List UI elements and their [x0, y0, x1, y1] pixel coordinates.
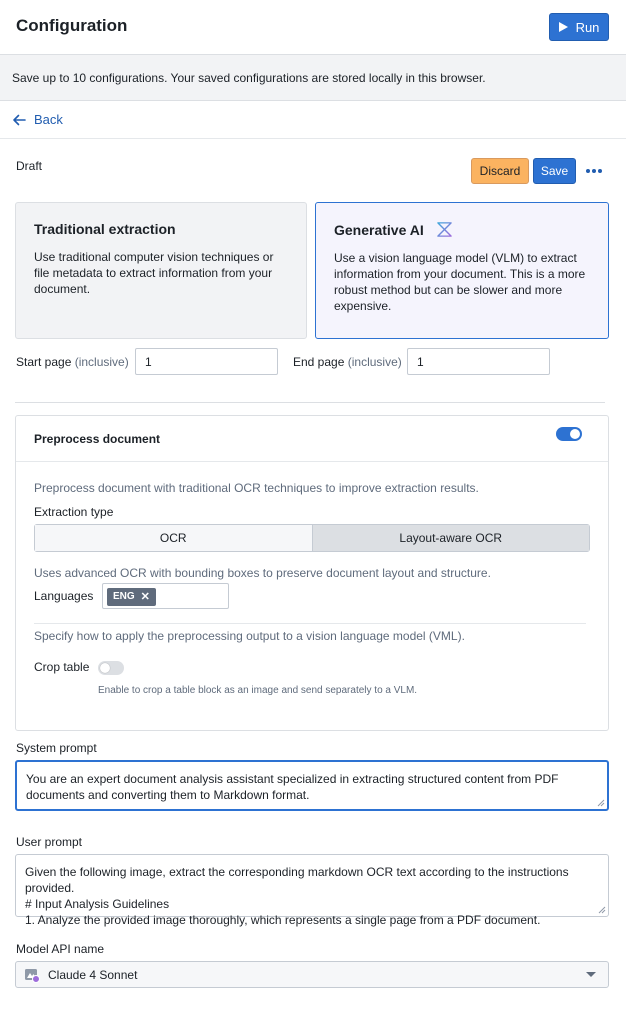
model-icon	[24, 967, 40, 983]
end-page-label	[293, 355, 402, 369]
user-prompt-input[interactable]	[15, 854, 609, 927]
extraction-type-label: Extraction type	[34, 505, 114, 519]
resize-handle-icon[interactable]	[597, 799, 605, 807]
chevron-down-icon	[586, 972, 596, 977]
user-prompt-label: User prompt	[16, 835, 83, 849]
more-icon-dot	[598, 169, 602, 173]
crop-table-label: Crop table	[34, 660, 90, 674]
save-button[interactable]: Save	[533, 158, 576, 184]
arrow-left-icon	[12, 113, 26, 127]
more-icon-dot	[586, 169, 590, 173]
extraction-type-description: Uses advanced OCR with bounding boxes to preserve document layout and structure.	[34, 566, 491, 580]
end-page-label-text: End page	[293, 355, 345, 369]
more-options-button[interactable]	[583, 160, 605, 182]
system-prompt-text: You are an expert document analysis assistant specialized in extracting structured content from PDF documents and converting them to Markdown format.	[26, 772, 559, 802]
language-tag-label: ENG	[113, 591, 135, 602]
extraction-type-selector	[34, 524, 590, 552]
preprocess-toggle[interactable]	[556, 427, 582, 441]
divider	[0, 138, 626, 139]
traditional-extraction-card[interactable]	[15, 202, 307, 339]
crop-table-help: Enable to crop a table block as an image and send separately to a VLM.	[98, 685, 418, 696]
option-ocr[interactable]: OCR	[35, 525, 312, 551]
option-layout-aware-ocr[interactable]: Layout-aware OCR	[312, 525, 590, 551]
traditional-extraction-title: Traditional extraction	[34, 221, 176, 237]
user-prompt-line: # Input Analysis Guidelines	[25, 897, 170, 911]
model-select[interactable]	[15, 961, 609, 988]
divider	[16, 461, 608, 462]
divider	[15, 402, 605, 403]
page-title: Configuration	[16, 16, 128, 35]
system-prompt-label: System prompt	[16, 741, 97, 755]
start-page-label	[16, 355, 129, 369]
header	[0, 0, 626, 55]
traditional-extraction-description: Use traditional computer vision techniques or file metadata to extract information from your document.	[34, 250, 274, 296]
generative-ai-card[interactable]	[315, 202, 609, 339]
preprocess-document-title: Preprocess document	[34, 432, 161, 446]
run-button[interactable]	[549, 13, 609, 41]
languages-input[interactable]	[102, 583, 229, 609]
start-page-label-text: Start page	[16, 355, 72, 369]
remove-tag-icon[interactable]: ✕	[140, 591, 150, 603]
more-icon-dot	[592, 169, 596, 173]
resize-handle-icon[interactable]	[598, 906, 606, 914]
saved-configurations-notice: Save up to 10 configurations. Your saved configurations are stored locally in this browser.	[0, 55, 626, 101]
preprocess-description: Preprocess document with traditional OCR techniques to improve extraction results.	[34, 481, 479, 495]
model-api-name-label: Model API name	[16, 942, 105, 956]
back-link[interactable]	[12, 112, 63, 127]
user-prompt-line: 1. Analyze the provided image thoroughly, which represents a single page from a PDF document.	[25, 913, 541, 927]
discard-button[interactable]: Discard	[471, 158, 529, 184]
draft-label: Draft	[16, 159, 43, 173]
vlm-description: Specify how to apply the preprocessing output to a vision language model (VML).	[34, 629, 465, 643]
end-page-input[interactable]: 1	[407, 348, 550, 375]
end-page-hint: (inclusive)	[347, 355, 402, 369]
start-page-hint: (inclusive)	[74, 355, 129, 369]
start-page-input[interactable]: 1	[135, 348, 278, 375]
crop-table-toggle[interactable]	[98, 661, 124, 675]
generative-ai-title: Generative AI	[334, 221, 424, 238]
language-tag	[107, 588, 156, 606]
languages-label: Languages	[34, 589, 94, 603]
divider	[34, 623, 586, 624]
system-prompt-input[interactable]	[15, 760, 609, 811]
generative-ai-description: Use a vision language model (VLM) to extract information from your document. This is a more robust method but can be slower and more expensive.	[334, 251, 586, 313]
model-select-value: Claude 4 Sonnet	[48, 967, 138, 982]
preprocess-document-panel	[15, 415, 609, 731]
play-icon	[559, 22, 568, 32]
back-label: Back	[34, 112, 63, 127]
generative-ai-icon	[436, 221, 453, 238]
run-button-label: Run	[575, 19, 600, 35]
user-prompt-line: Given the following image, extract the corresponding markdown OCR text according to the instructions provided.	[25, 865, 569, 895]
